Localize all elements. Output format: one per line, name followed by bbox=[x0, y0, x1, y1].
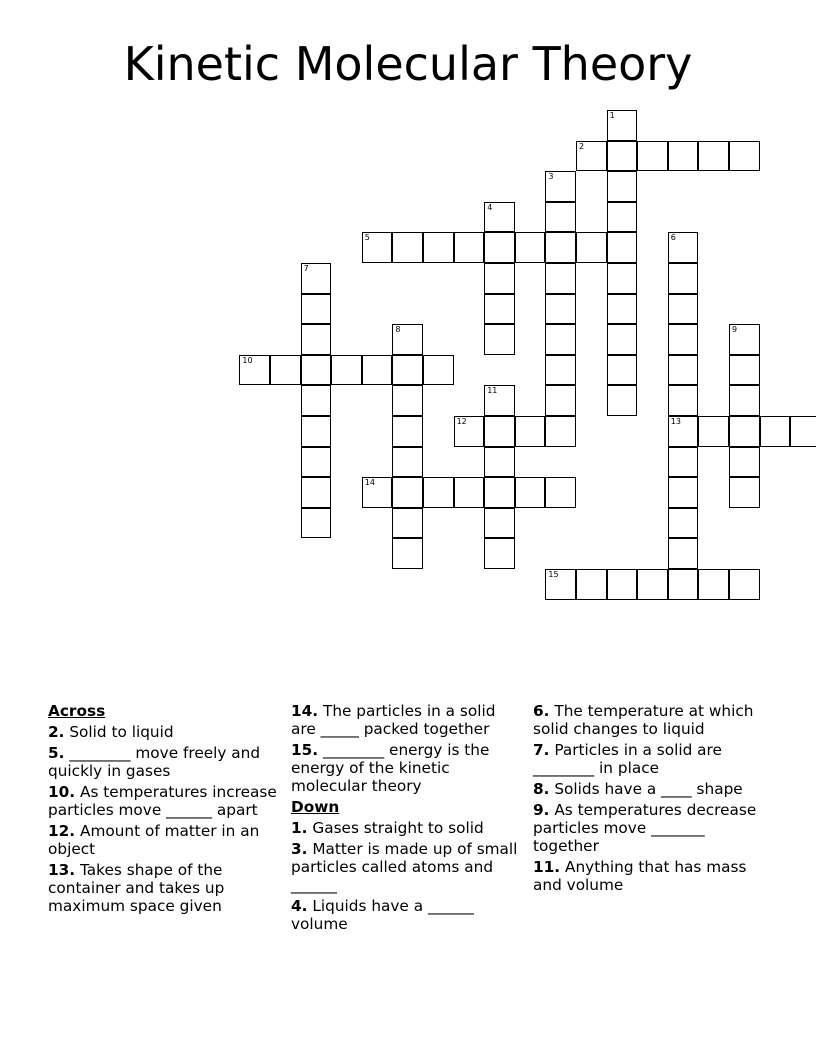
grid-cell[interactable] bbox=[729, 141, 760, 172]
grid-cell[interactable] bbox=[484, 385, 515, 416]
grid-cell[interactable] bbox=[668, 141, 699, 172]
grid-cell[interactable] bbox=[729, 569, 760, 600]
grid-cell[interactable] bbox=[760, 416, 791, 447]
clue-number: 10. bbox=[48, 783, 76, 801]
across-heading: Across bbox=[48, 702, 106, 720]
grid-cell[interactable] bbox=[729, 355, 760, 386]
grid-cell[interactable] bbox=[515, 416, 546, 447]
clue-down-4 bbox=[291, 897, 523, 933]
grid-cell[interactable] bbox=[607, 232, 638, 263]
grid-cell[interactable] bbox=[668, 324, 699, 355]
grid-cell[interactable] bbox=[607, 355, 638, 386]
clue-column-1 bbox=[48, 702, 280, 918]
grid-cell[interactable] bbox=[729, 447, 760, 478]
clue-down-11 bbox=[533, 858, 765, 894]
grid-cell[interactable] bbox=[331, 355, 362, 386]
clue-column-3 bbox=[533, 702, 765, 897]
grid-cell[interactable] bbox=[484, 263, 515, 294]
clue-text: Gases straight to solid bbox=[312, 819, 484, 837]
clue-number-label: 9 bbox=[732, 325, 738, 335]
grid-cell[interactable] bbox=[576, 232, 607, 263]
grid-cell[interactable] bbox=[668, 447, 699, 478]
grid-cell[interactable] bbox=[484, 508, 515, 539]
clue-number: 2. bbox=[48, 723, 65, 741]
grid-cell[interactable] bbox=[301, 477, 332, 508]
clue-across-13 bbox=[48, 861, 280, 915]
clue-text: ________ energy is the energy of the kinetic molecular theory bbox=[291, 741, 490, 795]
clue-number: 9. bbox=[533, 801, 550, 819]
grid-cell[interactable] bbox=[668, 385, 699, 416]
grid-cell[interactable] bbox=[301, 263, 332, 294]
clue-text: The temperature at which solid changes to liquid bbox=[533, 702, 754, 738]
grid-cell[interactable] bbox=[392, 355, 423, 386]
clue-text: The particles in a solid are _____ packed together bbox=[291, 702, 496, 738]
grid-cell[interactable] bbox=[392, 416, 423, 447]
grid-cell[interactable] bbox=[668, 538, 699, 569]
grid-cell[interactable] bbox=[362, 477, 393, 508]
grid-cell[interactable] bbox=[607, 385, 638, 416]
grid-cell[interactable] bbox=[729, 385, 760, 416]
grid-cell[interactable] bbox=[454, 232, 485, 263]
clue-text: Solid to liquid bbox=[69, 723, 174, 741]
clue-number-label: 5 bbox=[364, 233, 370, 243]
down-heading: Down bbox=[291, 798, 340, 816]
clue-text: Liquids have a ______ volume bbox=[291, 897, 474, 933]
grid-cell[interactable] bbox=[301, 447, 332, 478]
clue-number: 15. bbox=[291, 741, 319, 759]
clue-text: As temperatures decrease particles move _______ together bbox=[533, 801, 757, 855]
grid-cell[interactable] bbox=[239, 355, 270, 386]
clue-down-1 bbox=[291, 819, 523, 837]
grid-cell[interactable] bbox=[270, 355, 301, 386]
grid-cell[interactable] bbox=[484, 447, 515, 478]
grid-cell[interactable] bbox=[545, 385, 576, 416]
grid-cell[interactable] bbox=[301, 385, 332, 416]
clue-number-label: 12 bbox=[456, 417, 467, 426]
grid-cell[interactable] bbox=[484, 232, 515, 263]
grid-cell[interactable] bbox=[484, 416, 515, 447]
grid-cell[interactable] bbox=[790, 416, 816, 447]
grid-cell[interactable] bbox=[729, 324, 760, 355]
grid-cell[interactable] bbox=[668, 263, 699, 294]
clue-across-2 bbox=[48, 723, 280, 741]
clue-across-14 bbox=[291, 702, 523, 738]
clue-number: 5. bbox=[48, 744, 65, 762]
clue-column-2 bbox=[291, 702, 523, 936]
clue-number-label: 10 bbox=[242, 355, 253, 365]
clue-number: 4. bbox=[291, 897, 308, 915]
grid-cell[interactable] bbox=[454, 416, 485, 447]
grid-cell[interactable] bbox=[392, 447, 423, 478]
grid-cell[interactable] bbox=[698, 416, 729, 447]
grid-cell[interactable] bbox=[545, 171, 576, 202]
clue-number-label: 6 bbox=[670, 233, 676, 243]
grid-cell[interactable] bbox=[545, 477, 576, 508]
clue-text: Amount of matter in an object bbox=[48, 822, 260, 858]
grid-cell[interactable] bbox=[301, 355, 332, 386]
grid-cell[interactable] bbox=[362, 232, 393, 263]
grid-cell[interactable] bbox=[423, 355, 454, 386]
clue-number: 7. bbox=[533, 741, 550, 759]
grid-cell[interactable] bbox=[668, 232, 699, 263]
grid-cell[interactable] bbox=[729, 477, 760, 508]
grid-cell[interactable] bbox=[637, 569, 668, 600]
clue-number: 3. bbox=[291, 840, 308, 858]
clue-down-7 bbox=[533, 741, 765, 777]
grid-cell[interactable] bbox=[698, 141, 729, 172]
clue-down-6 bbox=[533, 702, 765, 738]
grid-cell[interactable] bbox=[392, 232, 423, 263]
grid-cell[interactable] bbox=[545, 569, 576, 600]
grid-cell[interactable] bbox=[668, 569, 699, 600]
grid-cell[interactable] bbox=[576, 569, 607, 600]
clue-number-label: 15 bbox=[548, 570, 559, 579]
grid-cell[interactable] bbox=[668, 416, 699, 447]
grid-cell[interactable] bbox=[301, 416, 332, 447]
clue-number: 6. bbox=[533, 702, 550, 720]
grid-cell[interactable] bbox=[698, 569, 729, 600]
grid-cell[interactable] bbox=[607, 263, 638, 294]
grid-cell[interactable] bbox=[545, 294, 576, 325]
clue-text: Matter is made up of small particles called atoms and ______ bbox=[291, 840, 518, 894]
grid-cell[interactable] bbox=[668, 294, 699, 325]
grid-cell[interactable] bbox=[392, 385, 423, 416]
grid-cell[interactable] bbox=[607, 202, 638, 233]
grid-cell[interactable] bbox=[392, 538, 423, 569]
grid-cell[interactable] bbox=[454, 477, 485, 508]
grid-cell[interactable] bbox=[301, 324, 332, 355]
grid-cell[interactable] bbox=[301, 294, 332, 325]
grid-cell[interactable] bbox=[607, 294, 638, 325]
grid-cell[interactable] bbox=[362, 355, 393, 386]
clue-across-10 bbox=[48, 783, 280, 819]
grid-cell[interactable] bbox=[668, 508, 699, 539]
grid-cell[interactable] bbox=[484, 538, 515, 569]
grid-cell[interactable] bbox=[545, 324, 576, 355]
grid-cell[interactable] bbox=[484, 477, 515, 508]
clue-number-label: 8 bbox=[395, 325, 401, 335]
clue-across-15 bbox=[291, 741, 523, 795]
clue-number: 13. bbox=[48, 861, 76, 879]
grid-cell[interactable] bbox=[484, 324, 515, 355]
clue-across-12 bbox=[48, 822, 280, 858]
clue-down-3 bbox=[291, 840, 523, 894]
clue-number-label: 3 bbox=[548, 172, 554, 182]
clue-text: Particles in a solid are ________ in place bbox=[533, 741, 722, 777]
clue-number: 12. bbox=[48, 822, 76, 840]
clue-text: Solids have a ____ shape bbox=[554, 780, 743, 798]
grid-cell[interactable] bbox=[607, 171, 638, 202]
grid-cell[interactable] bbox=[392, 477, 423, 508]
clue-down-8 bbox=[533, 780, 765, 798]
clue-number: 14. bbox=[291, 702, 319, 720]
grid-cell[interactable] bbox=[545, 202, 576, 233]
clue-text: As temperatures increase particles move ______ apart bbox=[48, 783, 277, 819]
grid-cell[interactable] bbox=[607, 569, 638, 600]
clue-across-5 bbox=[48, 744, 280, 780]
grid-cell[interactable] bbox=[607, 141, 638, 172]
grid-cell[interactable] bbox=[515, 232, 546, 263]
clue-number-label: 11 bbox=[487, 386, 498, 396]
clue-text: Anything that has mass and volume bbox=[533, 858, 747, 894]
grid-cell[interactable] bbox=[729, 416, 760, 447]
grid-cell[interactable] bbox=[515, 477, 546, 508]
grid-cell[interactable] bbox=[301, 508, 332, 539]
clue-number-label: 4 bbox=[487, 202, 493, 212]
grid-cell[interactable] bbox=[576, 141, 607, 172]
grid-cell[interactable] bbox=[668, 355, 699, 386]
clue-text: Takes shape of the container and takes up maximum space given bbox=[48, 861, 225, 915]
puzzle-title: Kinetic Molecular Theory bbox=[123, 37, 693, 91]
grid-cell[interactable] bbox=[637, 141, 668, 172]
grid-cell[interactable] bbox=[668, 477, 699, 508]
grid-cell[interactable] bbox=[545, 232, 576, 263]
grid-cell[interactable] bbox=[607, 324, 638, 355]
clue-number-label: 7 bbox=[303, 264, 309, 273]
grid-cell[interactable] bbox=[607, 110, 638, 141]
clue-number: 8. bbox=[533, 780, 550, 798]
grid-cell[interactable] bbox=[423, 232, 454, 263]
grid-cell[interactable] bbox=[392, 324, 423, 355]
clue-down-9 bbox=[533, 801, 765, 855]
grid-cell[interactable] bbox=[545, 263, 576, 294]
grid-cell[interactable] bbox=[484, 294, 515, 325]
grid-cell[interactable] bbox=[392, 508, 423, 539]
clue-number: 11. bbox=[533, 858, 561, 876]
clue-number-label: 14 bbox=[364, 478, 375, 488]
grid-cell[interactable] bbox=[545, 355, 576, 386]
grid-cell[interactable] bbox=[423, 477, 454, 508]
clue-number-label: 2 bbox=[579, 141, 585, 151]
clue-number-label: 13 bbox=[670, 417, 681, 426]
grid-cell[interactable] bbox=[545, 416, 576, 447]
clue-number: 1. bbox=[291, 819, 308, 837]
clue-number-label: 1 bbox=[609, 111, 615, 120]
clue-text: ________ move freely and quickly in gases bbox=[48, 744, 261, 780]
grid-cell[interactable] bbox=[484, 202, 515, 233]
